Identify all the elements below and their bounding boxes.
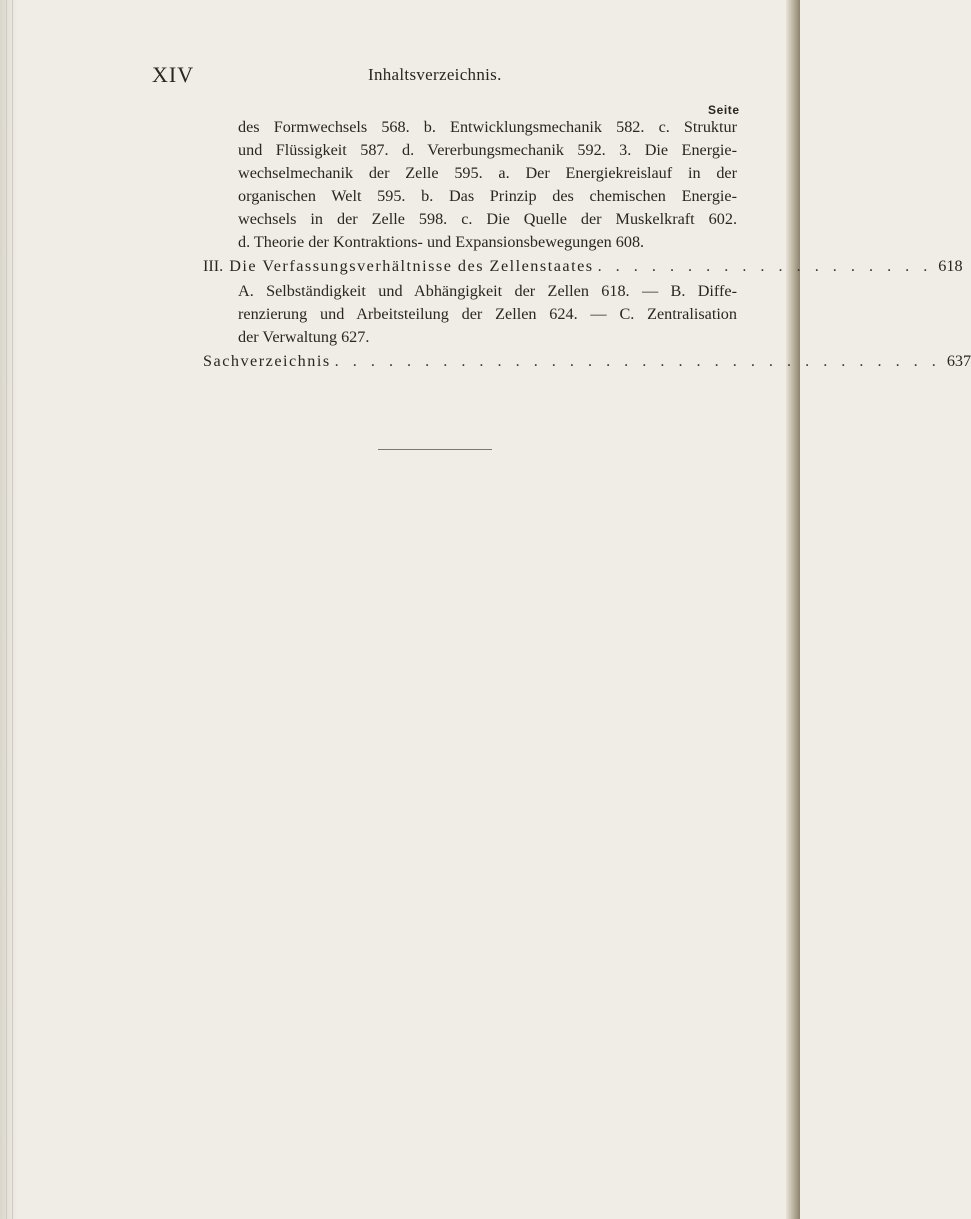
binding-gutter xyxy=(0,0,18,1219)
page-number: XIV xyxy=(152,62,195,87)
toc-entry-numeral: III. xyxy=(203,257,224,275)
toc-text-line: organischen Welt 595. b. Das Prinzip des chemischen Energie- xyxy=(238,187,737,205)
dot-leader: . . . . . . . . . . . . . . . . . . . . . . . . . . . . . . . . . . xyxy=(334,352,941,370)
dot-leader: . . . . . . . . . . . . . . . . . . . xyxy=(597,257,933,275)
toc-text-line: renzierung und Arbeitsteilung der Zellen 624. — C. Zentralisation xyxy=(238,305,737,323)
toc-text-line: der Verwaltung 627. xyxy=(238,328,370,346)
toc-entry-title: Die Verfassungsverhältnisse des Zellenstaates xyxy=(229,257,594,275)
toc-entry-verfassungsverhaeltnisse[interactable] xyxy=(203,257,963,279)
toc-entry-page: 618 xyxy=(938,257,963,275)
toc-text-line: A. Selbständigkeit und Abhängigkeit der Zellen 618. — B. Diffe- xyxy=(238,282,737,300)
page-column-label: Seite xyxy=(708,103,740,117)
toc-text-line: d. Theorie der Kontraktions- und Expansionsbewegungen 608. xyxy=(238,233,645,251)
gutter-line xyxy=(6,0,7,1219)
toc-text-line: und Flüssigkeit 587. d. Vererbungsmechanik 592. 3. Die Energie- xyxy=(238,141,737,159)
end-rule xyxy=(378,449,492,450)
page-header xyxy=(0,58,800,88)
toc-entry-page: 637 xyxy=(946,352,971,370)
running-head: Inhaltsverzeichnis. xyxy=(368,65,502,84)
gutter-line xyxy=(12,0,13,1219)
toc-text-line: des Formwechsels 568. b. Entwicklungsmechanik 582. c. Struktur xyxy=(238,118,737,136)
toc-entry-sachverzeichnis[interactable] xyxy=(203,352,971,374)
toc-text-line: wechselmechanik der Zelle 595. a. Der Energiekreislauf in der xyxy=(238,164,737,182)
toc-entry-title: Sachverzeichnis xyxy=(203,352,331,370)
toc-text-line: wechsels in der Zelle 598. c. Die Quelle der Muskelkraft 602. xyxy=(238,210,737,228)
page-edge xyxy=(786,0,800,1219)
